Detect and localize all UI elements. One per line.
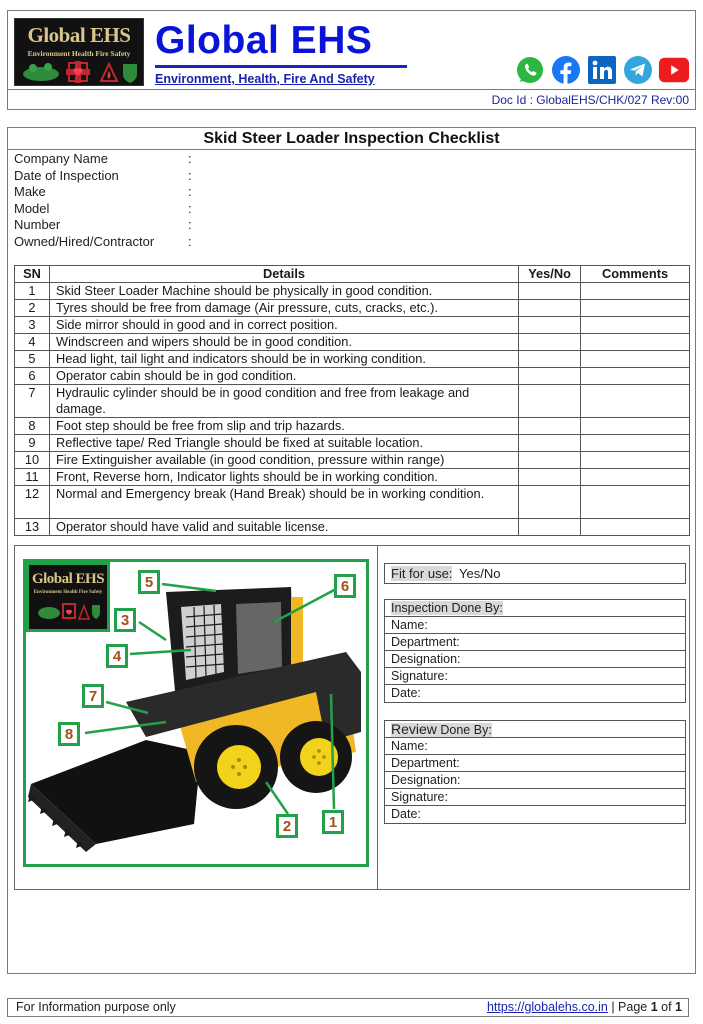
table-row: 9 Reflective tape/ Red Triangle should be fixed at suitable location. [15, 435, 690, 452]
callout-3: 3 [114, 608, 136, 632]
page-footer [7, 998, 689, 1017]
comments-cell[interactable] [581, 317, 690, 334]
global-ehs-logo [14, 18, 144, 86]
table-row: 7 Hydraulic cylinder should be in good condition and free from leakage and damage. [15, 385, 690, 418]
table-row: 3 Side mirror should in good and in correct position. [15, 317, 690, 334]
comments-cell[interactable] [581, 368, 690, 385]
comments-cell[interactable] [581, 435, 690, 452]
section-divider [377, 546, 378, 889]
table-row: 11 Front, Reverse horn, Indicator lights should be in working condition. [15, 469, 690, 486]
page-total: 1 [675, 1000, 682, 1014]
header-banner [8, 11, 695, 90]
footer-right: https://globalehs.co.in | Page 1 of 1 [486, 1000, 682, 1014]
callout-1: 1 [322, 810, 344, 834]
inspection-signature-field[interactable]: Signature: [385, 668, 685, 685]
yes-no-cell[interactable] [519, 385, 581, 418]
review-date-field[interactable]: Date: [391, 807, 421, 821]
comments-cell[interactable] [581, 300, 690, 317]
whatsapp-icon[interactable] [514, 54, 546, 86]
review-done-by-box [384, 720, 686, 824]
table-row: 6 Operator cabin should be in god condition. [15, 368, 690, 385]
facebook-icon[interactable] [550, 54, 582, 86]
inspection-checklist-table [14, 265, 690, 536]
yes-no-cell[interactable] [519, 351, 581, 368]
review-designation-field[interactable]: Designation: [385, 772, 685, 789]
fit-for-use-label: Fit for use: [391, 566, 453, 581]
yes-no-cell[interactable] [519, 435, 581, 452]
table-row: 2 Tyres should be free from damage (Air pressure, cuts, cracks, etc.). [15, 300, 690, 317]
info-ownership[interactable]: Owned/Hired/Contractor : [14, 233, 192, 249]
fit-for-use-field[interactable] [384, 563, 686, 584]
yes-no-cell[interactable] [519, 283, 581, 300]
callout-8: 8 [58, 722, 80, 746]
comments-cell[interactable] [581, 385, 690, 418]
inspection-done-by-box [384, 599, 686, 703]
brand-title: Global EHS [155, 19, 373, 62]
info-make[interactable]: Make : [14, 184, 192, 199]
yes-no-cell[interactable] [519, 317, 581, 334]
info-company-name[interactable]: Company Name : [14, 151, 192, 166]
comments-cell[interactable] [581, 486, 690, 519]
equipment-info [14, 151, 192, 250]
comments-cell[interactable] [581, 283, 690, 300]
column-header-comments: Comments [581, 266, 690, 283]
yes-no-cell[interactable] [519, 368, 581, 385]
table-row: 4 Windscreen and wipers should be in good condition. [15, 334, 690, 351]
callout-7: 7 [82, 684, 104, 708]
linkedin-icon[interactable] [586, 54, 618, 86]
info-date-of-inspection[interactable]: Date of Inspection : [14, 167, 192, 183]
skid-steer-loader-diagram [23, 559, 369, 867]
table-row: 10 Fire Extinguisher available (in good condition, pressure within range) [15, 452, 690, 469]
logo-subtitle: Environment Health Fire Safety [27, 49, 131, 58]
info-number[interactable]: Number : [14, 217, 192, 232]
brand-divider [155, 65, 407, 68]
comments-cell[interactable] [581, 469, 690, 486]
inspection-heading: Inspection Done By: [385, 600, 685, 617]
brand-subtitle-link[interactable]: Environment, Health, Fire And Safety [155, 72, 375, 86]
review-heading: Review Done By: [385, 721, 685, 738]
yes-no-cell[interactable] [519, 452, 581, 469]
document-id: Doc Id : GlobalEHS/CHK/027 Rev:00 [491, 93, 689, 107]
page-current: 1 [650, 1000, 658, 1014]
info-model[interactable]: Model : [14, 200, 192, 216]
diagram-logo: Global EHS Environment Health Fire Safety [26, 562, 110, 632]
disclaimer-text: For Information purpose only [16, 1000, 176, 1014]
yes-no-cell[interactable] [519, 418, 581, 435]
table-header-row [15, 266, 690, 283]
column-header-yes-no: Yes/No [519, 266, 581, 283]
review-name-field[interactable]: Name: [385, 738, 685, 755]
signoff-section [14, 545, 690, 890]
column-header-details: Details [49, 266, 518, 283]
yes-no-cell[interactable] [519, 486, 581, 519]
yes-no-cell[interactable] [519, 469, 581, 486]
checklist-form [7, 127, 696, 974]
page-title: Skid Steer Loader Inspection Checklist [8, 128, 695, 150]
callout-5: 5 [138, 570, 160, 594]
callout-2: 2 [276, 814, 298, 838]
logo-emblems-icon [21, 61, 139, 83]
table-row: 13 Operator should have valid and suitable license. [15, 519, 690, 536]
comments-cell[interactable] [581, 452, 690, 469]
comments-cell[interactable] [581, 519, 690, 536]
inspection-date-field[interactable]: Date: [391, 686, 421, 700]
inspection-department-field[interactable]: Department: [385, 634, 685, 651]
youtube-icon[interactable] [658, 54, 690, 86]
table-row: 12 Normal and Emergency break (Hand Break) should be in working condition. [15, 486, 690, 519]
telegram-icon[interactable] [622, 54, 654, 86]
comments-cell[interactable] [581, 418, 690, 435]
callout-4: 4 [106, 644, 128, 668]
website-link[interactable]: https://globalehs.co.in [486, 1000, 608, 1014]
diagram-logo-emblems-icon [37, 601, 101, 621]
table-row: 5 Head light, tail light and indicators should be in working condition. [15, 351, 690, 368]
review-department-field[interactable]: Department: [385, 755, 685, 772]
fit-for-use-value: Yes/No [459, 566, 501, 581]
comments-cell[interactable] [581, 334, 690, 351]
table-row: 1 Skid Steer Loader Machine should be physically in good condition. [15, 283, 690, 300]
callout-6: 6 [334, 574, 356, 598]
social-links [514, 54, 690, 86]
column-header-sn: SN [15, 266, 50, 283]
yes-no-cell[interactable] [519, 519, 581, 536]
yes-no-cell[interactable] [519, 300, 581, 317]
inspection-designation-field[interactable]: Designation: [385, 651, 685, 668]
logo-title: Global EHS [27, 23, 131, 47]
comments-cell[interactable] [581, 351, 690, 368]
yes-no-cell[interactable] [519, 334, 581, 351]
table-row: 8 Foot step should be free from slip and trip hazards. [15, 418, 690, 435]
document-header [7, 10, 696, 110]
review-signature-field[interactable]: Signature: [385, 789, 685, 806]
inspection-name-field[interactable]: Name: [385, 617, 685, 634]
